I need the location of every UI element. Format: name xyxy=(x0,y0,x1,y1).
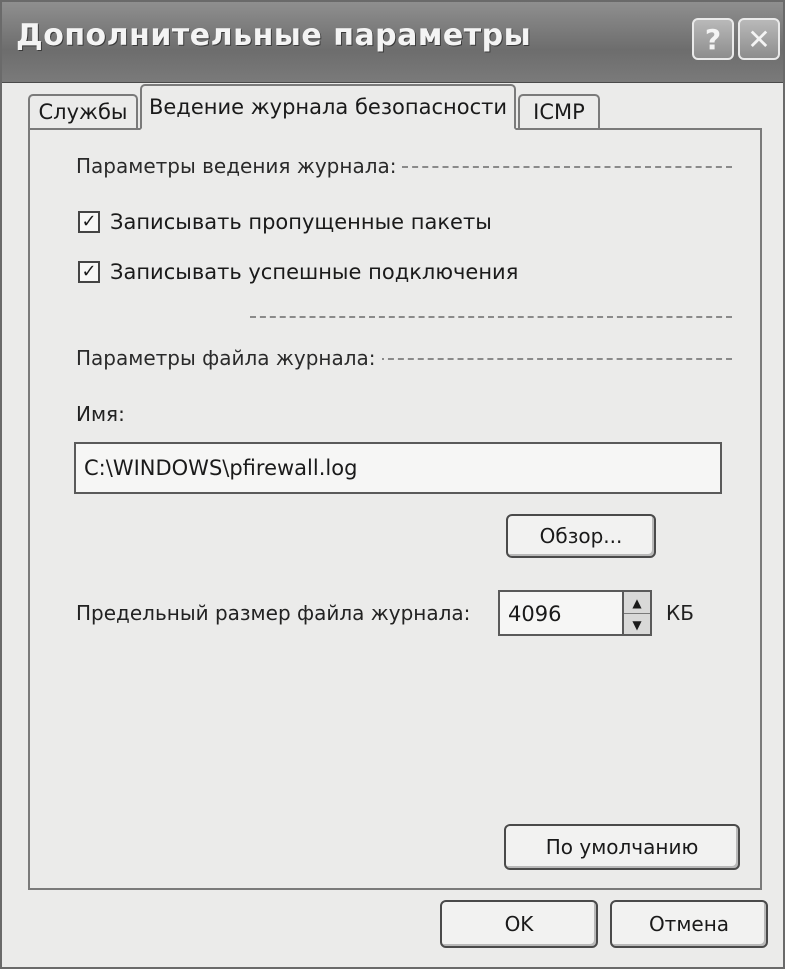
ok-button[interactable]: OK xyxy=(440,900,598,948)
window-title: Дополнительные параметры xyxy=(16,18,532,53)
log-dropped-packets-checkbox[interactable] xyxy=(78,211,100,233)
restore-defaults-button[interactable]: По умолчанию xyxy=(504,824,740,870)
max-size-field[interactable]: 4096 xyxy=(498,590,624,636)
max-size-spinner[interactable] xyxy=(624,590,652,636)
checkmark-icon: ✓ xyxy=(81,211,97,232)
close-icon: ✕ xyxy=(747,22,771,56)
tab-security-logging[interactable]: Ведение журнала безопасности xyxy=(140,84,516,130)
log-successful-connections-label: Записывать успешные подключения xyxy=(110,260,519,284)
tab-icmp[interactable]: ICMP xyxy=(518,94,600,128)
file-name-label: Имя: xyxy=(76,402,125,426)
group-divider xyxy=(378,358,732,360)
tab-services[interactable]: Службы xyxy=(28,94,138,128)
log-file-options-label: Параметры файла журнала: xyxy=(76,346,382,370)
group-divider xyxy=(402,166,732,168)
browse-button[interactable]: Обзор... xyxy=(506,514,656,558)
size-unit-label: КБ xyxy=(666,601,694,625)
help-button[interactable] xyxy=(692,18,734,60)
log-dropped-packets-label: Записывать пропущенные пакеты xyxy=(110,210,492,234)
checkmark-icon: ✓ xyxy=(81,261,97,282)
logging-options-label: Параметры ведения журнала: xyxy=(76,154,402,178)
log-file-path-field[interactable]: C:\WINDOWS\pfirewall.log xyxy=(74,442,722,494)
group-divider xyxy=(250,316,732,318)
log-successful-connections-checkbox[interactable] xyxy=(78,261,100,283)
help-icon: ? xyxy=(704,22,722,56)
spin-down-icon[interactable]: ▼ xyxy=(632,617,642,632)
title-bar[interactable] xyxy=(2,2,783,83)
log-dropped-packets-option[interactable] xyxy=(78,210,492,234)
cancel-button[interactable]: Отмена xyxy=(610,900,768,948)
tab-panel xyxy=(28,128,762,890)
max-size-label: Предельный размер файла журнала: xyxy=(76,601,471,625)
spin-up-icon[interactable]: ▲ xyxy=(624,592,650,614)
log-successful-connections-option[interactable] xyxy=(78,260,518,284)
close-button[interactable] xyxy=(738,18,780,60)
